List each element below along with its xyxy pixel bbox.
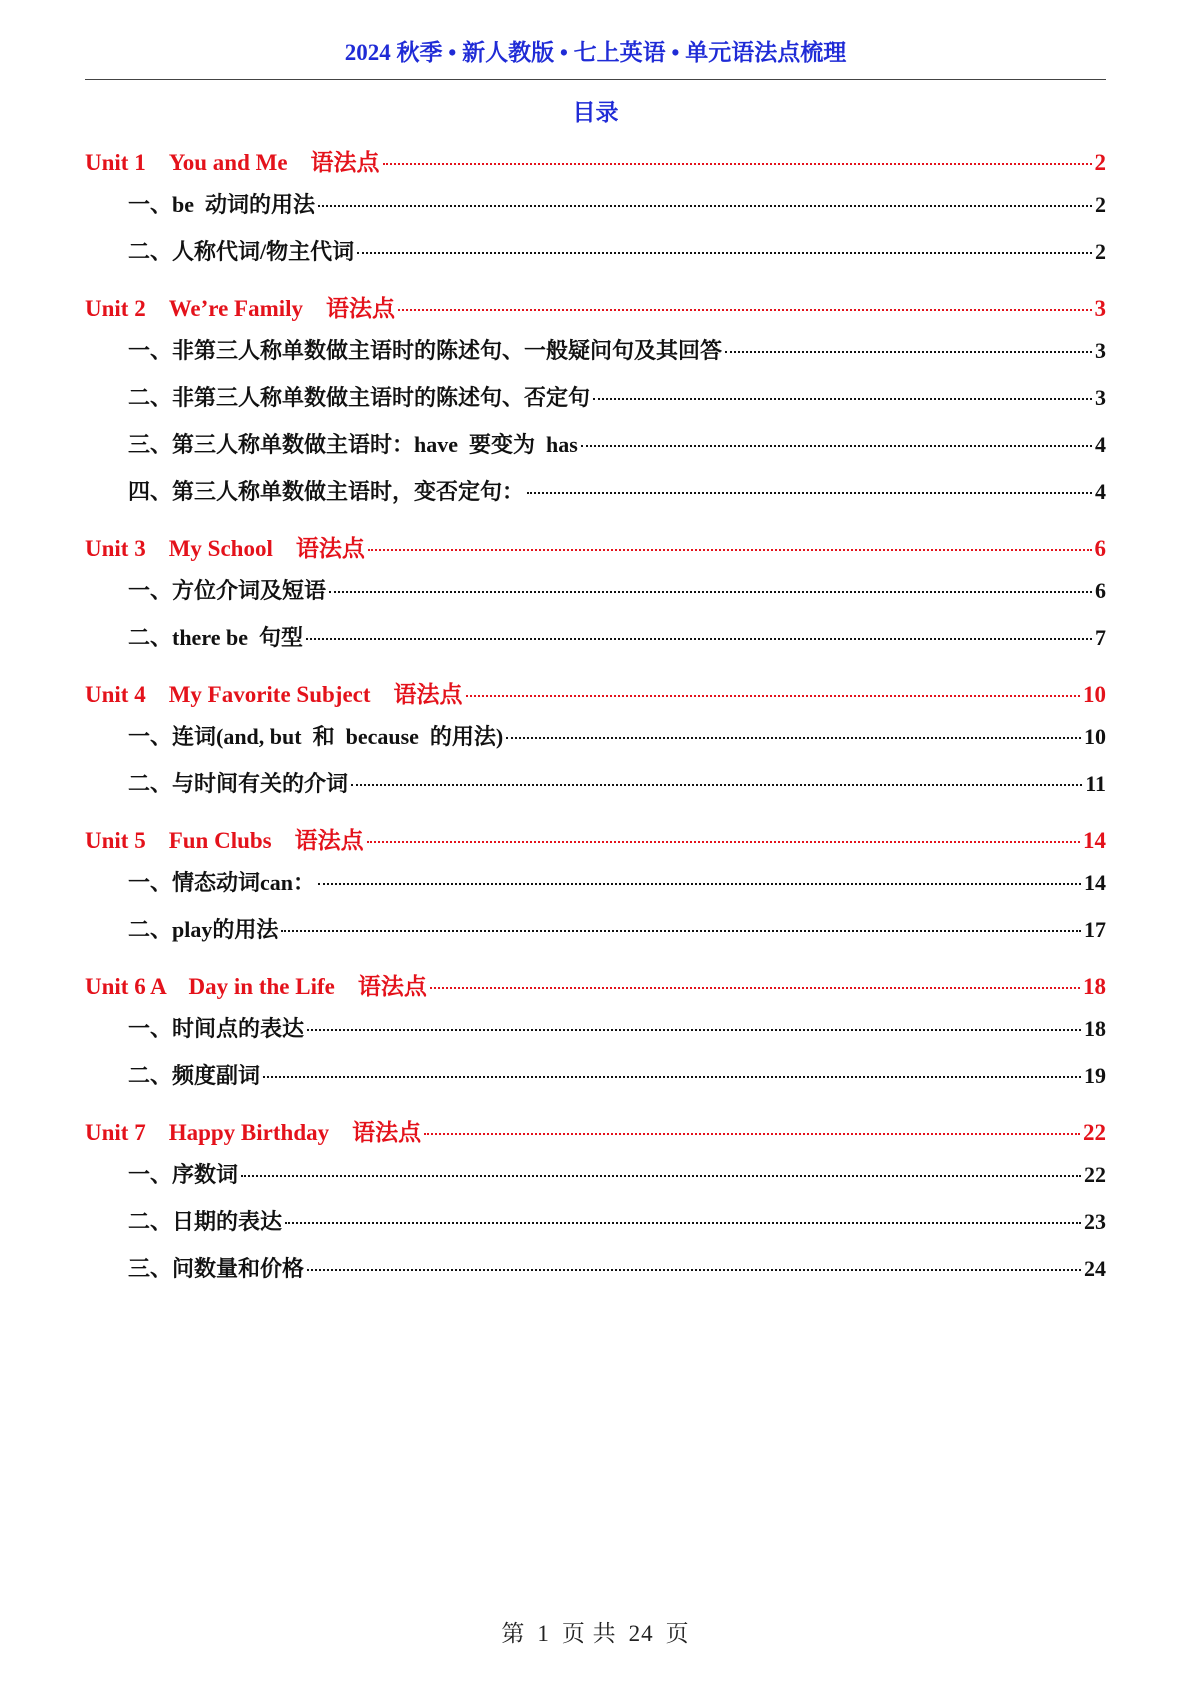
- toc-section-entry[interactable]: [85, 1158, 1106, 1205]
- toc-unit-page-number: 22: [1083, 1120, 1106, 1145]
- table-of-contents: [85, 140, 1106, 1299]
- toc-leader-dots: [368, 549, 1092, 551]
- toc-section-page-number: 23: [1084, 1209, 1106, 1234]
- toc-leader-dots: [367, 841, 1080, 843]
- toc-section-entry[interactable]: [85, 866, 1106, 913]
- toc-section-page-number: 2: [1095, 192, 1106, 217]
- toc-unit-entry[interactable]: [85, 822, 1106, 866]
- toc-unit-label: Unit 3 My School 语法点: [85, 536, 365, 561]
- toc-leader-dots: [383, 163, 1092, 165]
- toc-section-entry[interactable]: [85, 767, 1106, 814]
- toc-unit-block: [85, 290, 1106, 522]
- toc-section-label: 一、连词(and, but 和 because 的用法): [128, 724, 504, 749]
- toc-section-label: 二、频度副词: [128, 1063, 261, 1088]
- toc-unit-entry[interactable]: [85, 1114, 1106, 1158]
- toc-leader-dots: [351, 784, 1082, 786]
- toc-section-page-number: 11: [1085, 771, 1106, 796]
- page-footer: [85, 1615, 1106, 1648]
- toc-unit-label: Unit 1 You and Me 语法点: [85, 150, 380, 175]
- page-header-title: 2024 秋季 • 新人教版 • 七上英语 • 单元语法点梳理: [344, 40, 847, 65]
- toc-unit-page-number: 14: [1083, 828, 1106, 853]
- toc-leader-dots: [241, 1175, 1081, 1177]
- toc-title: 目录: [572, 100, 619, 125]
- toc-section-label: 一、be 动词的用法: [128, 192, 316, 217]
- toc-section-label: 一、情态动词can：: [128, 870, 316, 895]
- toc-leader-dots: [307, 1029, 1081, 1031]
- toc-unit-page-number: 18: [1083, 974, 1106, 999]
- toc-section-entry[interactable]: [85, 235, 1106, 282]
- toc-unit-entry[interactable]: [85, 290, 1106, 334]
- toc-unit-label: Unit 7 Happy Birthday 语法点: [85, 1120, 422, 1145]
- toc-section-label: 二、非第三人称单数做主语时的陈述句、否定句: [128, 385, 591, 410]
- footer-prefix: 第: [501, 1621, 526, 1646]
- toc-section-page-number: 22: [1084, 1162, 1106, 1187]
- toc-unit-page-number: 10: [1083, 682, 1106, 707]
- toc-unit-page-number: 2: [1094, 150, 1106, 175]
- toc-unit-label: Unit 4 My Favorite Subject 语法点: [85, 682, 463, 707]
- toc-section-entry[interactable]: [85, 188, 1106, 235]
- toc-section-page-number: 14: [1084, 870, 1106, 895]
- toc-unit-entry[interactable]: [85, 144, 1106, 188]
- toc-unit-page-number: 6: [1094, 536, 1106, 561]
- toc-unit-block: [85, 1114, 1106, 1299]
- toc-section-page-number: 2: [1095, 239, 1106, 264]
- toc-section-entry[interactable]: [85, 574, 1106, 621]
- toc-leader-dots: [424, 1133, 1080, 1135]
- footer-middle: 页 共: [561, 1621, 617, 1646]
- toc-section-entry[interactable]: [85, 621, 1106, 668]
- toc-leader-dots: [398, 309, 1091, 311]
- toc-section-entry[interactable]: [85, 475, 1106, 522]
- toc-section-label: 四、第三人称单数做主语时，变否定句：: [128, 479, 525, 504]
- toc-section-label: 二、日期的表达: [128, 1209, 283, 1234]
- toc-leader-dots: [581, 445, 1092, 447]
- toc-leader-dots: [318, 883, 1081, 885]
- toc-unit-block: [85, 822, 1106, 960]
- toc-unit-page-number: 3: [1094, 296, 1106, 321]
- toc-unit-entry[interactable]: [85, 968, 1106, 1012]
- toc-section-page-number: 17: [1084, 917, 1106, 942]
- toc-leader-dots: [593, 398, 1092, 400]
- footer-total-pages: 24: [628, 1621, 654, 1646]
- toc-leader-dots: [329, 591, 1092, 593]
- toc-section-page-number: 4: [1095, 432, 1106, 457]
- toc-unit-block: [85, 968, 1106, 1106]
- toc-unit-label: Unit 5 Fun Clubs 语法点: [85, 828, 364, 853]
- toc-section-label: 二、人称代词/物主代词: [128, 239, 355, 264]
- toc-section-label: 二、与时间有关的介词: [128, 771, 349, 796]
- toc-unit-block: [85, 530, 1106, 668]
- toc-section-entry[interactable]: [85, 428, 1106, 475]
- toc-section-label: 一、时间点的表达: [128, 1016, 305, 1041]
- toc-unit-label: Unit 6 A Day in the Life 语法点: [85, 974, 427, 999]
- toc-leader-dots: [318, 205, 1092, 207]
- toc-section-page-number: 3: [1095, 338, 1106, 363]
- toc-unit-entry[interactable]: [85, 530, 1106, 574]
- toc-leader-dots: [466, 695, 1080, 697]
- toc-leader-dots: [725, 351, 1092, 353]
- toc-section-entry[interactable]: [85, 1252, 1106, 1299]
- toc-section-label: 二、play的用法: [128, 917, 279, 942]
- toc-leader-dots: [306, 638, 1092, 640]
- toc-section-label: 一、序数词: [128, 1162, 239, 1187]
- toc-unit-label: Unit 2 We’re Family 语法点: [85, 296, 396, 321]
- toc-section-page-number: 18: [1084, 1016, 1106, 1041]
- toc-section-page-number: 10: [1084, 724, 1106, 749]
- toc-section-label: 三、第三人称单数做主语时：have 要变为 has: [128, 432, 578, 457]
- toc-section-page-number: 7: [1095, 625, 1106, 650]
- toc-section-label: 一、非第三人称单数做主语时的陈述句、一般疑问句及其回答: [128, 338, 723, 363]
- toc-leader-dots: [527, 492, 1092, 494]
- toc-unit-entry[interactable]: [85, 676, 1106, 720]
- toc-leader-dots: [307, 1269, 1081, 1271]
- toc-unit-block: [85, 676, 1106, 814]
- toc-section-entry[interactable]: [85, 1059, 1106, 1106]
- toc-section-entry[interactable]: [85, 381, 1106, 428]
- toc-section-page-number: 19: [1084, 1063, 1106, 1088]
- toc-section-entry[interactable]: [85, 1205, 1106, 1252]
- toc-section-page-number: 6: [1095, 578, 1106, 603]
- header-divider: [85, 79, 1106, 80]
- toc-section-label: 一、方位介词及短语: [128, 578, 327, 603]
- footer-suffix: 页: [665, 1621, 690, 1646]
- toc-section-page-number: 24: [1084, 1256, 1106, 1281]
- toc-section-entry[interactable]: [85, 720, 1106, 767]
- toc-section-entry[interactable]: [85, 1012, 1106, 1059]
- toc-leader-dots: [263, 1076, 1081, 1078]
- toc-leader-dots: [506, 737, 1081, 739]
- toc-section-page-number: 4: [1095, 479, 1106, 504]
- toc-section-entry[interactable]: [85, 913, 1106, 960]
- toc-leader-dots: [285, 1222, 1081, 1224]
- toc-unit-block: [85, 144, 1106, 282]
- toc-section-label: 二、there be 句型: [128, 625, 303, 650]
- toc-leader-dots: [357, 252, 1092, 254]
- toc-section-entry[interactable]: [85, 334, 1106, 381]
- toc-leader-dots: [430, 987, 1080, 989]
- toc-section-page-number: 3: [1095, 385, 1106, 410]
- toc-leader-dots: [281, 930, 1081, 932]
- footer-current-page: 1: [537, 1621, 550, 1646]
- toc-section-label: 三、问数量和价格: [128, 1256, 305, 1281]
